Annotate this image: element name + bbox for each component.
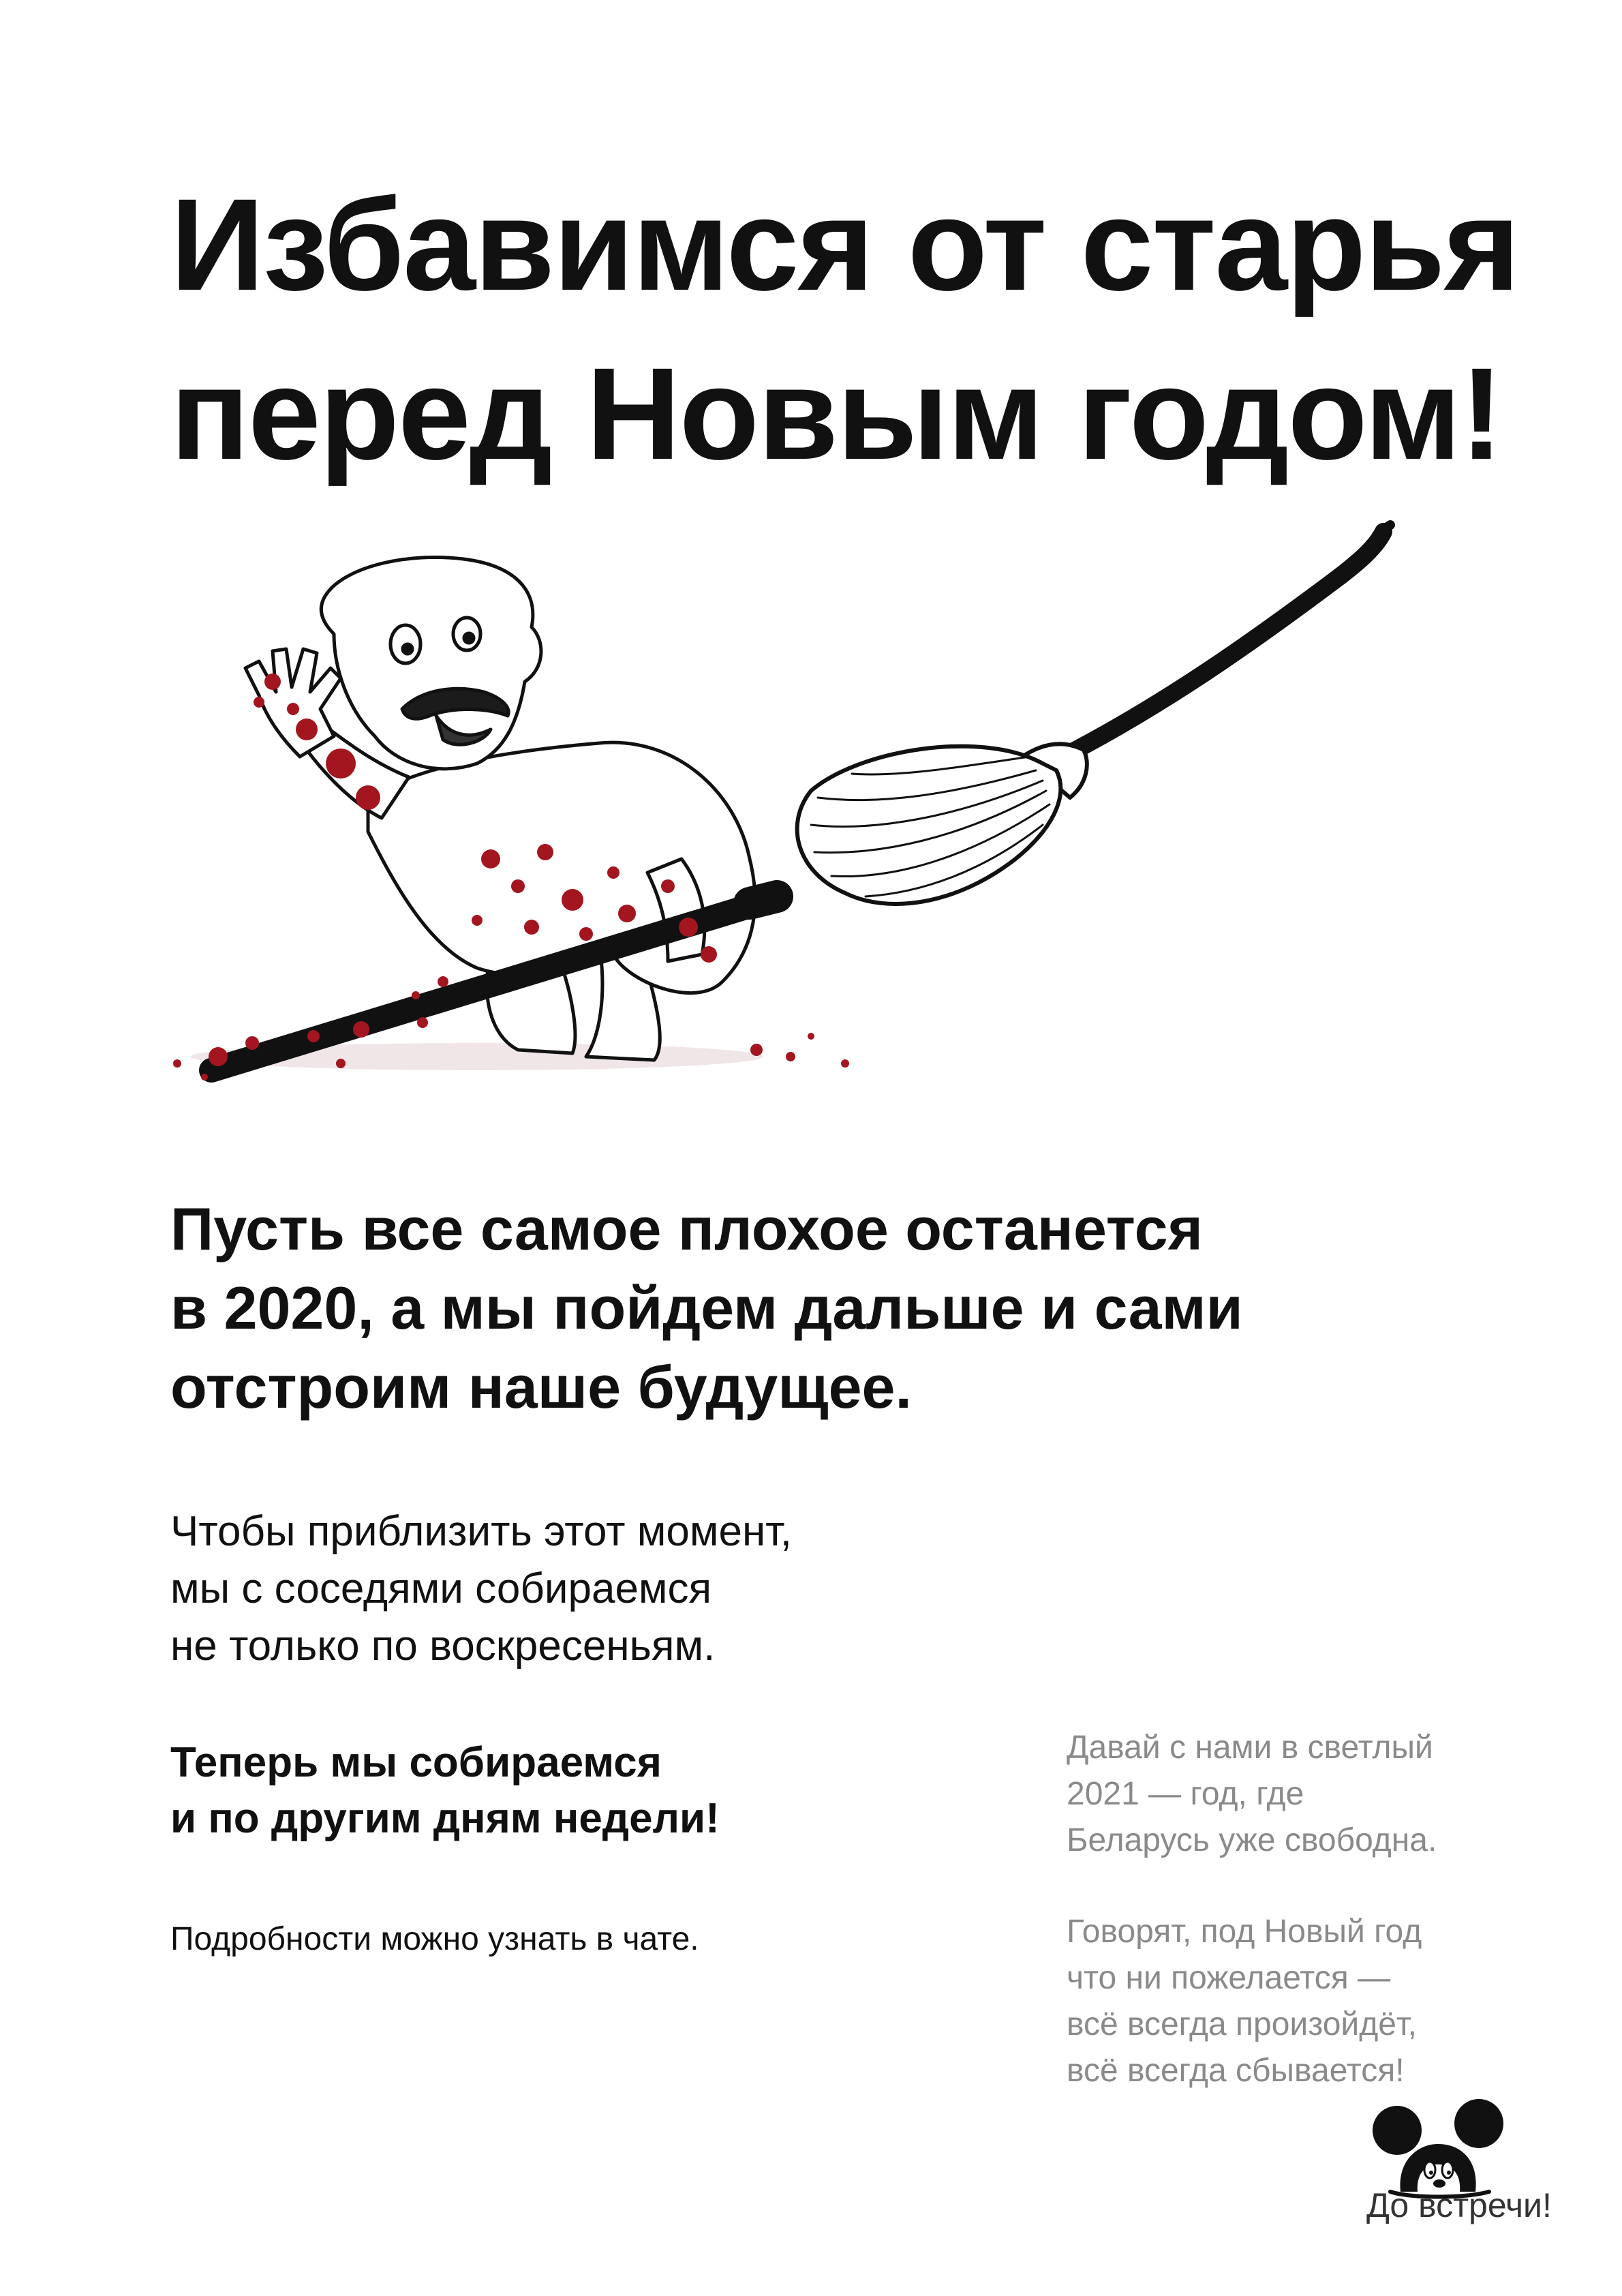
subtitle-line-2: в 2020, а мы пойдем дальше и сами bbox=[170, 1274, 1243, 1342]
page-title bbox=[170, 160, 1533, 498]
chat-note: Подробности можно узнать в чате. bbox=[170, 1921, 699, 1957]
subtitle-line-1: Пусть все самое плохое останется bbox=[170, 1195, 1203, 1263]
side-note-2 bbox=[1067, 1909, 1544, 2094]
side1-line-1: Давай с нами в светлый bbox=[1067, 1729, 1433, 1766]
side2-line-3: всё всегда произойдёт, bbox=[1067, 2006, 1417, 2042]
body1-line-3: не только по воскресеньям. bbox=[170, 1622, 716, 1670]
body1-line-1: Чтобы приблизить этот момент, bbox=[170, 1508, 792, 1555]
side-note-1 bbox=[1067, 1725, 1544, 1864]
title-line-1: Избавимся от старья bbox=[170, 171, 1519, 318]
illustration bbox=[136, 504, 1499, 1132]
side2-line-4: всё всегда сбывается! bbox=[1067, 2053, 1405, 2089]
signoff-text: До встречи! bbox=[1366, 2186, 1552, 2224]
side2-line-2: что ни пожелается — bbox=[1067, 1960, 1391, 1996]
body2-line-1: Теперь мы собираемся bbox=[170, 1739, 662, 1786]
body1-line-2: мы с соседями собираемся bbox=[170, 1565, 712, 1612]
title-line-2: перед Новым годом! bbox=[170, 340, 1503, 487]
side2-line-1: Говорят, под Новый год bbox=[1067, 1914, 1422, 1950]
subtitle bbox=[170, 1190, 1397, 1427]
subtitle-line-3: отстроим наше будущее. bbox=[170, 1353, 912, 1421]
broom-figure bbox=[797, 525, 1390, 904]
body-paragraph-1 bbox=[170, 1503, 1056, 1675]
bloody-man-figure bbox=[191, 557, 777, 1070]
side1-line-2: 2021 — год, где bbox=[1067, 1776, 1304, 1812]
body-paragraph-2 bbox=[170, 1735, 988, 1847]
body2-line-2: и по другим дням недели! bbox=[170, 1795, 720, 1842]
side1-line-3: Беларусь уже свободна. bbox=[1067, 1822, 1437, 1858]
